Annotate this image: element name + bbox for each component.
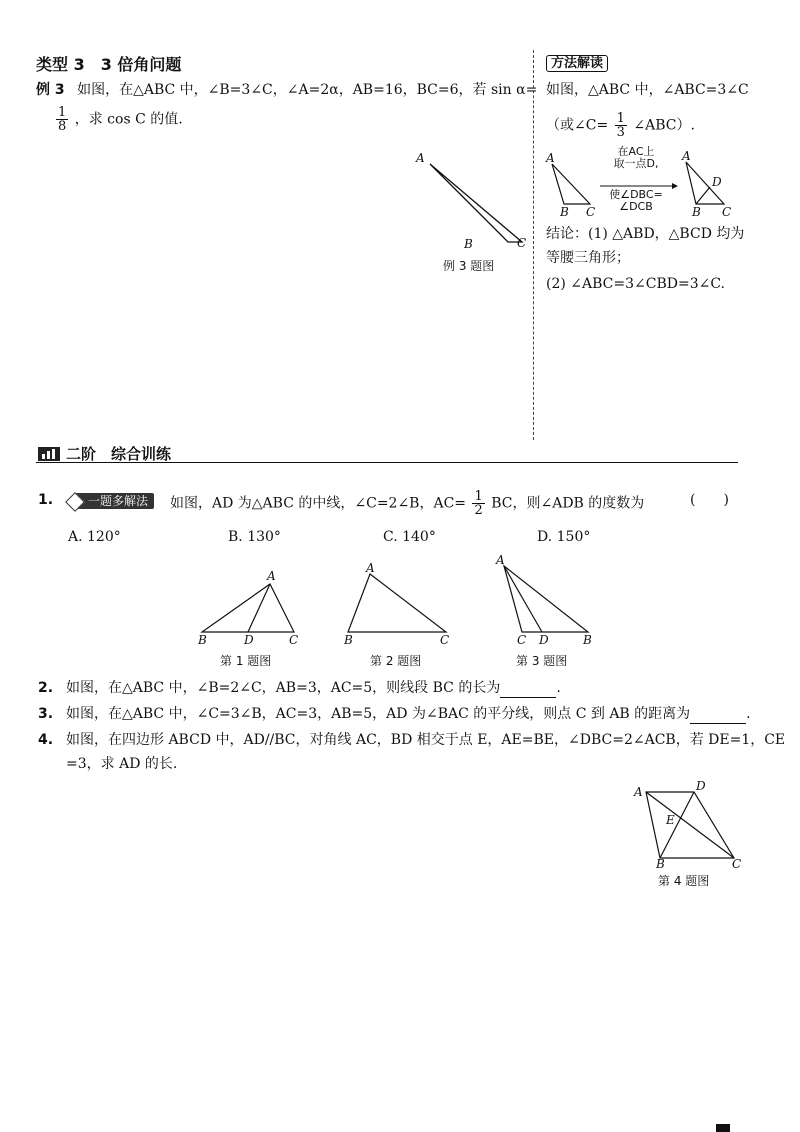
frac-numerator: 1 [58,105,67,120]
arrow-top-line1: 在AC上 [617,145,655,158]
frac-numerator: 1 [616,111,625,126]
sin-fraction [56,106,68,133]
method-conclusion-1: 结论：(1) △ABD，△BCD 均为 [546,226,745,242]
method-conclusion-3: (2) ∠ABC=3∠CBD=3∠C. [546,276,726,292]
svg-text:C: C [289,633,299,647]
svg-text:B: B [656,857,665,870]
vertex-label-c: C [517,236,527,250]
bar-chart-icon [38,447,60,461]
frac-denominator: 3 [616,125,625,140]
fig4-diagonal-ac [646,792,734,858]
svg-text:A: A [496,553,505,567]
q1-option-a[interactable]: A. 120° [68,529,121,545]
right-vertex-c: C [722,205,732,219]
q1-tag-text: 一题多解法 [88,494,149,508]
diamond-icon [65,492,85,512]
q1-text-post: BC，则∠ADB 的度数为 [491,495,645,512]
svg-text:A: A [366,561,375,575]
method-fraction [615,112,627,139]
method-triangle-left [552,164,590,204]
q1-figure-2-caption: 第 2 题图 [370,654,422,668]
svg-text:A: A [634,785,643,799]
q1-option-c[interactable]: C. 140° [383,529,436,545]
vertex-label-a: A [416,151,425,165]
arrow-bottom-line1: 使∠DBC= [609,188,663,201]
example-type-title: 类型 3 3 倍角问题 [36,55,182,74]
q2-end: . [556,680,561,696]
svg-text:D: D [244,633,254,647]
q2-answer-blank[interactable] [500,683,556,698]
fig2-triangle [348,574,446,632]
right-vertex-a: A [682,149,691,163]
q1-text-pre: 如图，AD 为△ABC 的中线，∠C=2∠B，AC= [170,495,467,512]
q3-text: 如图，在△ABC 中，∠C=3∠B，AC=3，AB=5，AD 为∠BAC 的平分线，则点 C 到 AB 的距离为 [66,706,691,722]
svg-text:A: A [267,569,276,583]
svg-text:D: D [696,779,706,793]
right-vertex-b: B [692,205,701,219]
method-line2 [546,112,695,139]
example-label: 例 3 [36,82,65,98]
frac-numerator: 1 [474,489,483,504]
q2 [38,678,561,698]
svg-text:C: C [440,633,450,647]
fig3-triangle [504,566,588,632]
q4-line1 [38,730,785,750]
q3 [38,704,751,724]
q2-text: 如图，在△ABC 中，∠B=2∠C，AB=3，AC=5，则线段 BC 的长为 [66,680,501,696]
q1-option-b[interactable]: B. 130° [228,529,281,545]
example-3-statement [36,80,537,100]
svg-text:C: C [517,633,527,647]
arrow-head [672,183,678,189]
method-line2-pre: （或∠C= [546,117,609,134]
arrow-bottom-text [606,189,666,213]
left-vertex-a: A [546,151,555,165]
method-line1: 如图，△ABC 中，∠ABC=3∠C [546,82,749,98]
example-text-line2: ，求 cos C 的值. [74,111,183,128]
q4-text-line2: =3，求 AD 的长. [66,756,178,772]
segment-bd [696,187,710,204]
q4-caption: 第 4 题图 [658,874,710,888]
q3-end: . [746,706,751,722]
fig3-bisector [504,566,542,632]
section-title: 二阶 综合训练 [66,445,172,463]
arrow-bottom-line2: ∠DCB [619,200,653,213]
q2-number: 2. [38,680,54,696]
left-vertex-b: B [560,205,569,219]
right-vertex-d: D [712,175,722,189]
page-corner-mark [716,1124,730,1132]
vertex-label-b: B [464,237,473,251]
q3-figure [492,552,600,650]
method-badge: 方法解读 [546,52,608,71]
frac-denominator: 8 [58,119,67,134]
example-3-caption: 例 3 题图 [443,259,495,273]
method-line2-post: ∠ABC）. [633,117,695,134]
svg-text:C: C [732,857,742,870]
q1-tag [74,490,154,509]
svg-text:B: B [344,633,353,647]
example-3-line2 [54,106,183,133]
svg-text:E: E [666,813,675,827]
frac-denominator: 2 [474,503,483,518]
q1-figure-3-caption: 第 3 题图 [516,654,568,668]
q3-number: 3. [38,706,54,722]
triangle-abc [430,164,522,242]
q1-figure-1-caption: 第 1 题图 [220,654,272,668]
q1-text [170,490,644,517]
example-3-figure [410,150,540,255]
q1-answer-paren[interactable]: ( ) [690,492,729,508]
left-vertex-c: C [586,205,596,219]
column-divider [533,50,534,440]
svg-text:B: B [583,633,592,647]
svg-text:B: B [198,633,207,647]
q4-figure [628,778,746,870]
method-conclusion-2: 等腰三角形； [546,250,630,266]
q1-figure-1 [196,568,304,650]
q1-fraction [472,490,484,517]
arrow-top-text [606,146,666,170]
svg-text:D: D [539,633,549,647]
arrow-top-line2: 取一点D, [613,157,659,170]
q3-answer-blank[interactable] [690,709,746,724]
q4-text-line1: 如图，在四边形 ABCD 中，AD//BC，对角线 AC，BD 相交于点 E，AE=BE，∠DBC=2∠ACB，若 DE=1，CE [66,732,786,748]
fig1-triangle [202,584,294,632]
q1-number: 1. [38,492,54,508]
q2-figure [340,560,456,650]
q1-option-d[interactable]: D. 150° [537,529,591,545]
q4-number: 4. [38,732,54,748]
example-text-line1: 如图，在△ABC 中，∠B=3∠C，∠A=2α，AB=16，BC=6，若 sin α= [77,82,538,98]
